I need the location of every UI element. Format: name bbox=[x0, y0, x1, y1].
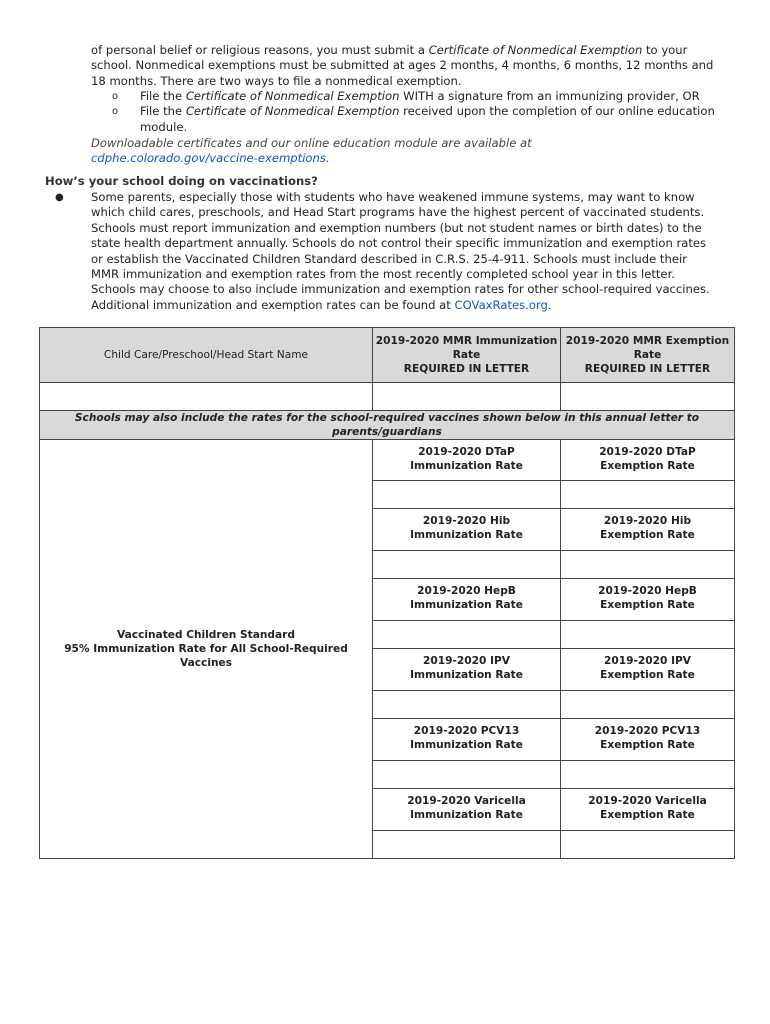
header-line: Immunization Rate bbox=[410, 529, 523, 541]
header-line: 2019-2020 IPV bbox=[423, 655, 510, 667]
standard-title: Vaccinated Children Standard bbox=[117, 629, 295, 641]
table-row bbox=[40, 383, 735, 411]
school-info-text: Some parents, especially those with students who have weakened immune systems, may want to know which child cares, preschools, and Head Start programs have the highest percent of vaccinated students. Schools must report immunization and exemption numbers (but not student names or birth dates) to the state health department annually. Schools do not control their specific immunization and exemption rates or establish the Vaccinated Children Standard described in C.R.S. 25-4-911. Schools must include their MMR immunization and exemption rates from the most recently completed school year in this letter. Schools may choose to also include immunization and exemption rates for other school-required vaccines. Additional immunization and exemption rates can be found at bbox=[91, 190, 710, 312]
header-line: 2019-2020 MMR Immunization bbox=[375, 335, 558, 347]
standard-subtitle: 95% Immunization Rate for All School-Required Vaccines bbox=[64, 643, 348, 669]
mmr-immunization-value-cell[interactable] bbox=[373, 383, 561, 411]
exemption-options-list bbox=[112, 89, 716, 135]
ipv-exemption-header bbox=[561, 649, 735, 691]
header-line: Exemption Rate bbox=[600, 739, 695, 751]
header-line: Immunization Rate bbox=[410, 599, 523, 611]
option-text: WITH a signature from an immunizing provider, OR bbox=[399, 89, 700, 103]
header-line: 2019-2020 Hib bbox=[603, 515, 692, 527]
hepb-exemption-header bbox=[561, 579, 735, 621]
header-line: Rate bbox=[452, 349, 481, 361]
hollow-bullet-icon: o bbox=[112, 106, 119, 118]
dtap-immunization-value-cell[interactable] bbox=[373, 481, 561, 509]
header-line: Exemption Rate bbox=[600, 460, 695, 472]
ipv-immunization-value-cell[interactable] bbox=[373, 691, 561, 719]
dtap-exemption-value-cell[interactable] bbox=[561, 481, 735, 509]
pcv13-exemption-header bbox=[561, 719, 735, 761]
hib-exemption-value-cell[interactable] bbox=[561, 551, 735, 579]
dtap-exemption-header bbox=[561, 440, 735, 481]
download-note bbox=[91, 136, 691, 167]
header-line: 2019-2020 PCV13 bbox=[594, 725, 701, 737]
varicella-immunization-value-cell[interactable] bbox=[373, 831, 561, 859]
header-line: 2019-2020 Varicella bbox=[588, 795, 707, 807]
option-text: File the bbox=[140, 104, 186, 119]
header-line: 2019-2020 MMR Exemption bbox=[565, 335, 730, 347]
mmr-immunization-header bbox=[373, 328, 561, 383]
list-item bbox=[50, 190, 716, 313]
download-note-end: . bbox=[325, 151, 330, 166]
school-name-cell[interactable] bbox=[40, 383, 373, 411]
certificate-name: Certificate of Nonmedical Exemption bbox=[185, 89, 400, 103]
varicella-immunization-header bbox=[373, 789, 561, 831]
intro-paragraph bbox=[91, 43, 716, 89]
header-line: Exemption Rate bbox=[600, 669, 695, 681]
mmr-exemption-header bbox=[561, 328, 735, 383]
certificate-name: Certificate of Nonmedical Exemption bbox=[185, 104, 400, 119]
hib-immunization-value-cell[interactable] bbox=[373, 551, 561, 579]
header-line: Rate bbox=[633, 349, 662, 361]
hollow-bullet-icon: o bbox=[112, 91, 119, 102]
header-line: Exemption Rate bbox=[600, 809, 695, 821]
header-line: Immunization Rate bbox=[410, 739, 523, 751]
download-note-text: Downloadable certificates and our online education module are available at bbox=[91, 136, 532, 150]
header-line: 2019-2020 Varicella bbox=[407, 795, 526, 807]
school-info-end: . bbox=[547, 297, 552, 312]
varicella-exemption-value-cell[interactable] bbox=[561, 831, 735, 859]
mmr-exemption-value-cell[interactable] bbox=[561, 383, 735, 411]
name-header: Child Care/Preschool/Head Start Name bbox=[40, 328, 373, 383]
intro-rest: to your school. Nonmedical exemptions must be submitted at ages 2 months, 4 months, 6 months, 12 months and 18 months. There are two ways to file a nonmedical exemption. bbox=[91, 43, 714, 88]
section-heading: How’s your school doing on vaccinations? bbox=[45, 174, 318, 188]
vaccinated-children-standard bbox=[40, 440, 373, 859]
hepb-immunization-value-cell[interactable] bbox=[373, 621, 561, 649]
intro-lead: of personal belief or religious reasons, you must submit a bbox=[91, 43, 429, 57]
pcv13-immunization-value-cell[interactable] bbox=[373, 761, 561, 789]
header-line: 2019-2020 PCV13 bbox=[413, 725, 520, 737]
header-line: Exemption Rate bbox=[600, 529, 695, 541]
hib-immunization-header bbox=[373, 509, 561, 551]
ipv-exemption-value-cell[interactable] bbox=[561, 691, 735, 719]
table-header-row bbox=[40, 328, 735, 383]
header-line: Immunization Rate bbox=[410, 669, 523, 681]
hepb-exemption-value-cell[interactable] bbox=[561, 621, 735, 649]
pcv13-immunization-header bbox=[373, 719, 561, 761]
header-line: 2019-2020 DTaP bbox=[418, 446, 515, 458]
option-text: received upon the completion of our online education module. bbox=[140, 104, 715, 134]
bullet-icon: ● bbox=[55, 192, 64, 203]
dtap-immunization-header bbox=[373, 440, 561, 481]
header-line: Exemption Rate bbox=[600, 599, 695, 611]
header-line: 2019-2020 DTaP bbox=[599, 446, 696, 458]
header-line: Immunization Rate bbox=[410, 809, 523, 821]
table-row bbox=[40, 411, 735, 440]
hib-exemption-header bbox=[561, 509, 735, 551]
header-line: REQUIRED IN LETTER bbox=[584, 363, 711, 375]
option-text: File the bbox=[140, 89, 186, 103]
header-line: 2019-2020 HepB bbox=[598, 585, 697, 597]
school-info-list bbox=[50, 190, 716, 313]
header-line: Immunization Rate bbox=[410, 460, 523, 472]
header-line: REQUIRED IN LETTER bbox=[403, 363, 530, 375]
optional-rates-banner: Schools may also include the rates for the school-required vaccines shown below in this annual letter to parents/guardians bbox=[40, 411, 735, 440]
covaxrates-link[interactable]: COVaxRates.org bbox=[454, 297, 548, 312]
header-line: 2019-2020 HepB bbox=[417, 585, 516, 597]
pcv13-exemption-value-cell[interactable] bbox=[561, 761, 735, 789]
ipv-immunization-header bbox=[373, 649, 561, 691]
hepb-immunization-header bbox=[373, 579, 561, 621]
exemption-option bbox=[112, 104, 716, 135]
header-line: 2019-2020 Hib bbox=[422, 515, 511, 527]
exemption-option bbox=[112, 89, 716, 104]
varicella-exemption-header bbox=[561, 789, 735, 831]
exemptions-link[interactable]: cdphe.colorado.gov/vaccine-exemptions bbox=[91, 151, 326, 166]
certificate-name: Certificate of Nonmedical Exemption bbox=[428, 43, 643, 57]
table-row bbox=[40, 440, 735, 481]
header-line: 2019-2020 IPV bbox=[604, 655, 691, 667]
rates-table bbox=[39, 327, 735, 859]
